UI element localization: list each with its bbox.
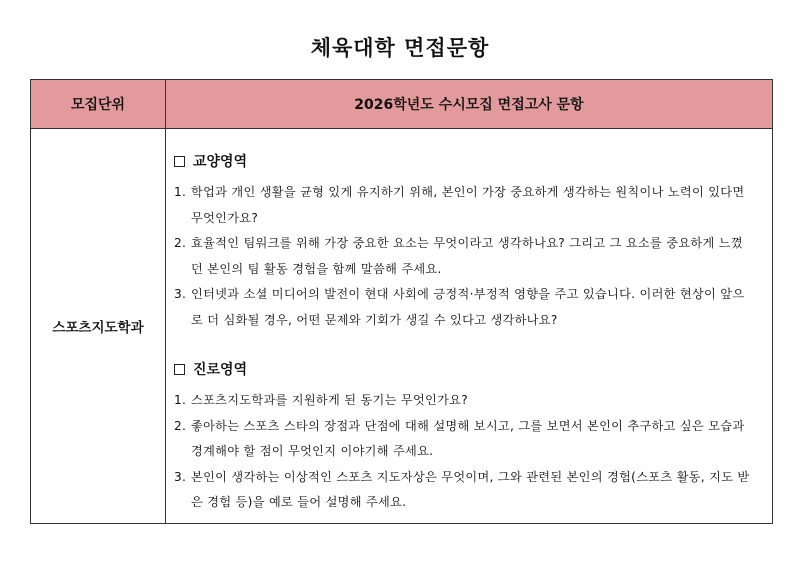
page-title: 체육대학 면접문항: [310, 36, 490, 60]
header-questions: 2026학년도 수시모집 면접고사 문항: [166, 80, 773, 129]
checkbox-empty-icon: [174, 364, 185, 375]
list-item: 2. 효율적인 팀워크를 위해 가장 중요한 요소는 무엇이라고 생각하나요? 그리고 그 요소를 중요하게 느꼈던 본인의 팀 활동 경험을 함께 말씀해 주세요.: [174, 236, 743, 276]
questions-cell: [166, 129, 773, 524]
section-label: 교양영역: [193, 154, 248, 170]
unit-name: 스포츠지도학과: [31, 129, 166, 524]
list-item: 3. 본인이 생각하는 이상적인 스포츠 지도자상은 무엇이며, 그와 관련된 본인의 경험(스포츠 활동, 지도 받은 경험 등)을 예로 들어 설명해 주세요.: [174, 469, 750, 509]
checkbox-empty-icon: [174, 156, 185, 167]
list-item: 1. 스포츠지도학과를 지원하게 된 동기는 무엇인가요?: [174, 393, 468, 407]
header-unit: 모집단위: [31, 80, 166, 129]
table-header-row: [31, 80, 773, 129]
question-list-general: [174, 180, 750, 333]
section-title-general: [174, 151, 750, 171]
question-list-career: [174, 388, 750, 516]
section-label: 진로영역: [193, 362, 248, 378]
interview-questions-table: [30, 79, 773, 524]
table-row: [31, 129, 773, 524]
section-title-career: [174, 359, 750, 379]
list-item: 1. 학업과 개인 생활을 균형 있게 유지하기 위해, 본인이 가장 중요하게 생각하는 원칙이나 노력이 있다면 무엇인가요?: [174, 185, 745, 225]
list-item: 2. 좋아하는 스포츠 스타의 장점과 단점에 대해 설명해 보시고, 그를 보면서 본인이 추구하고 싶은 모습과 경계해야 할 점이 무엇인지 이야기해 주세요.: [174, 418, 745, 458]
list-item: 3. 인터넷과 소셜 미디어의 발전이 현대 사회에 긍정적·부정적 영향을 주고 있습니다. 이러한 현상이 앞으로 더 심화될 경우, 어떤 문제와 기회가 생길 수 있다고 생각하나요?: [174, 287, 745, 327]
